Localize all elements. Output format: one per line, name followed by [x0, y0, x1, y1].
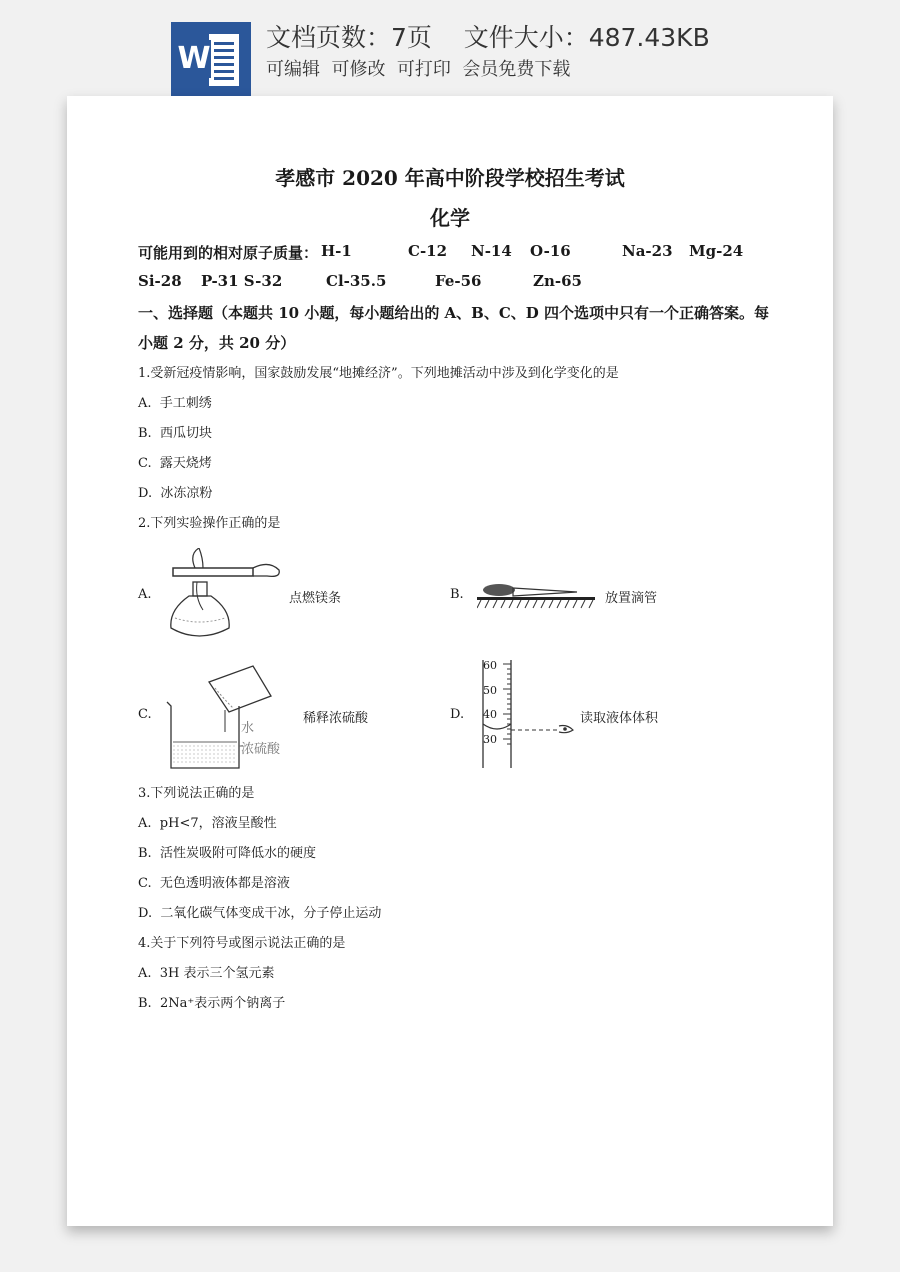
answer-option: B. 西瓜切块 — [138, 426, 212, 441]
doc-subtitle: 化学 — [430, 206, 470, 230]
answer-option: A. 手工刺绣 — [138, 396, 212, 411]
option-letter: D. — [450, 707, 465, 722]
atomic-mass-item: Cl-35.5 — [326, 272, 387, 290]
question-stem: 4.关于下列符号或图示说法正确的是 — [138, 936, 346, 951]
option-caption: 稀释浓硫酸 — [303, 711, 369, 726]
question-stem: 1.受新冠疫情影响，国家鼓励发展“地摊经济”。下列地摊活动中涉及到化学变化的是 — [138, 366, 619, 381]
question-stem: 3.下列说法正确的是 — [138, 786, 255, 801]
atomic-mass-item: P-31 S-32 — [201, 272, 283, 290]
beaker-figure — [163, 662, 283, 774]
atomic-mass-item: N-14 — [471, 242, 512, 260]
document-page — [67, 96, 833, 1226]
file-info: 文档页数：7页 文件大小：487.43KB — [266, 23, 710, 52]
scale-label: 60 — [483, 659, 497, 672]
scale-label: 40 — [483, 708, 497, 721]
atomic-mass-item: Si-28 — [138, 272, 182, 290]
answer-option: A. pH<7，溶液呈酸性 — [138, 816, 277, 831]
option-letter: A. — [138, 587, 152, 602]
atomic-mass-item: Zn-65 — [533, 272, 582, 290]
atomic-mass-item: Mg-24 — [689, 242, 744, 260]
answer-option: C. 无色透明液体都是溶液 — [138, 876, 290, 891]
scale-label: 30 — [483, 733, 497, 746]
figure-label: 水 — [241, 721, 255, 736]
option-caption: 放置滴管 — [605, 591, 658, 606]
option-letter: C. — [138, 707, 152, 722]
answer-option: D. 二氧化碳气体变成干冰，分子停止运动 — [138, 906, 382, 921]
word-letter: W — [177, 41, 211, 76]
atomic-mass-item: Fe-56 — [435, 272, 482, 290]
section-heading: 小题 2 分，共 20 分） — [138, 334, 296, 352]
atomic-mass-item: O-16 — [530, 242, 571, 260]
atomic-mass-item: H-1 — [321, 242, 352, 260]
answer-option: B. 活性炭吸附可降低水的硬度 — [138, 846, 316, 861]
question-stem: 2.下列实验操作正确的是 — [138, 516, 281, 531]
atomic-mass-item: Na-23 — [622, 242, 673, 260]
answer-option: B. 2Na⁺表示两个钠离子 — [138, 996, 286, 1011]
option-caption: 读取液体体积 — [580, 711, 659, 726]
figure-label: 浓硫酸 — [241, 742, 281, 757]
dropper-figure — [477, 580, 597, 610]
atomic-mass-item: C-12 — [408, 242, 448, 260]
answer-option: C. 露天烧烤 — [138, 456, 212, 471]
scale-label: 50 — [483, 684, 497, 697]
word-doc-icon — [171, 22, 251, 96]
option-caption: 点燃镁条 — [289, 591, 342, 606]
download-banner — [0, 0, 900, 96]
section-heading: 一、选择题（本题共 10 小题，每小题给出的 A、B、C、D 四个选项中只有一个正确答案。每 — [138, 304, 770, 322]
answer-option: A. 3H 表示三个氢元素 — [138, 966, 275, 981]
alcohol-lamp-figure — [159, 548, 289, 648]
option-letter: B. — [450, 587, 464, 602]
atomic-mass-label: 可能用到的相对原子质量： — [138, 244, 319, 262]
file-features: 可编辑 可修改 可打印 会员免费下载 — [266, 59, 571, 80]
doc-title: 孝感市 2020 年高中阶段学校招生考试 — [275, 166, 625, 190]
answer-option: D. 冰冻凉粉 — [138, 486, 213, 501]
